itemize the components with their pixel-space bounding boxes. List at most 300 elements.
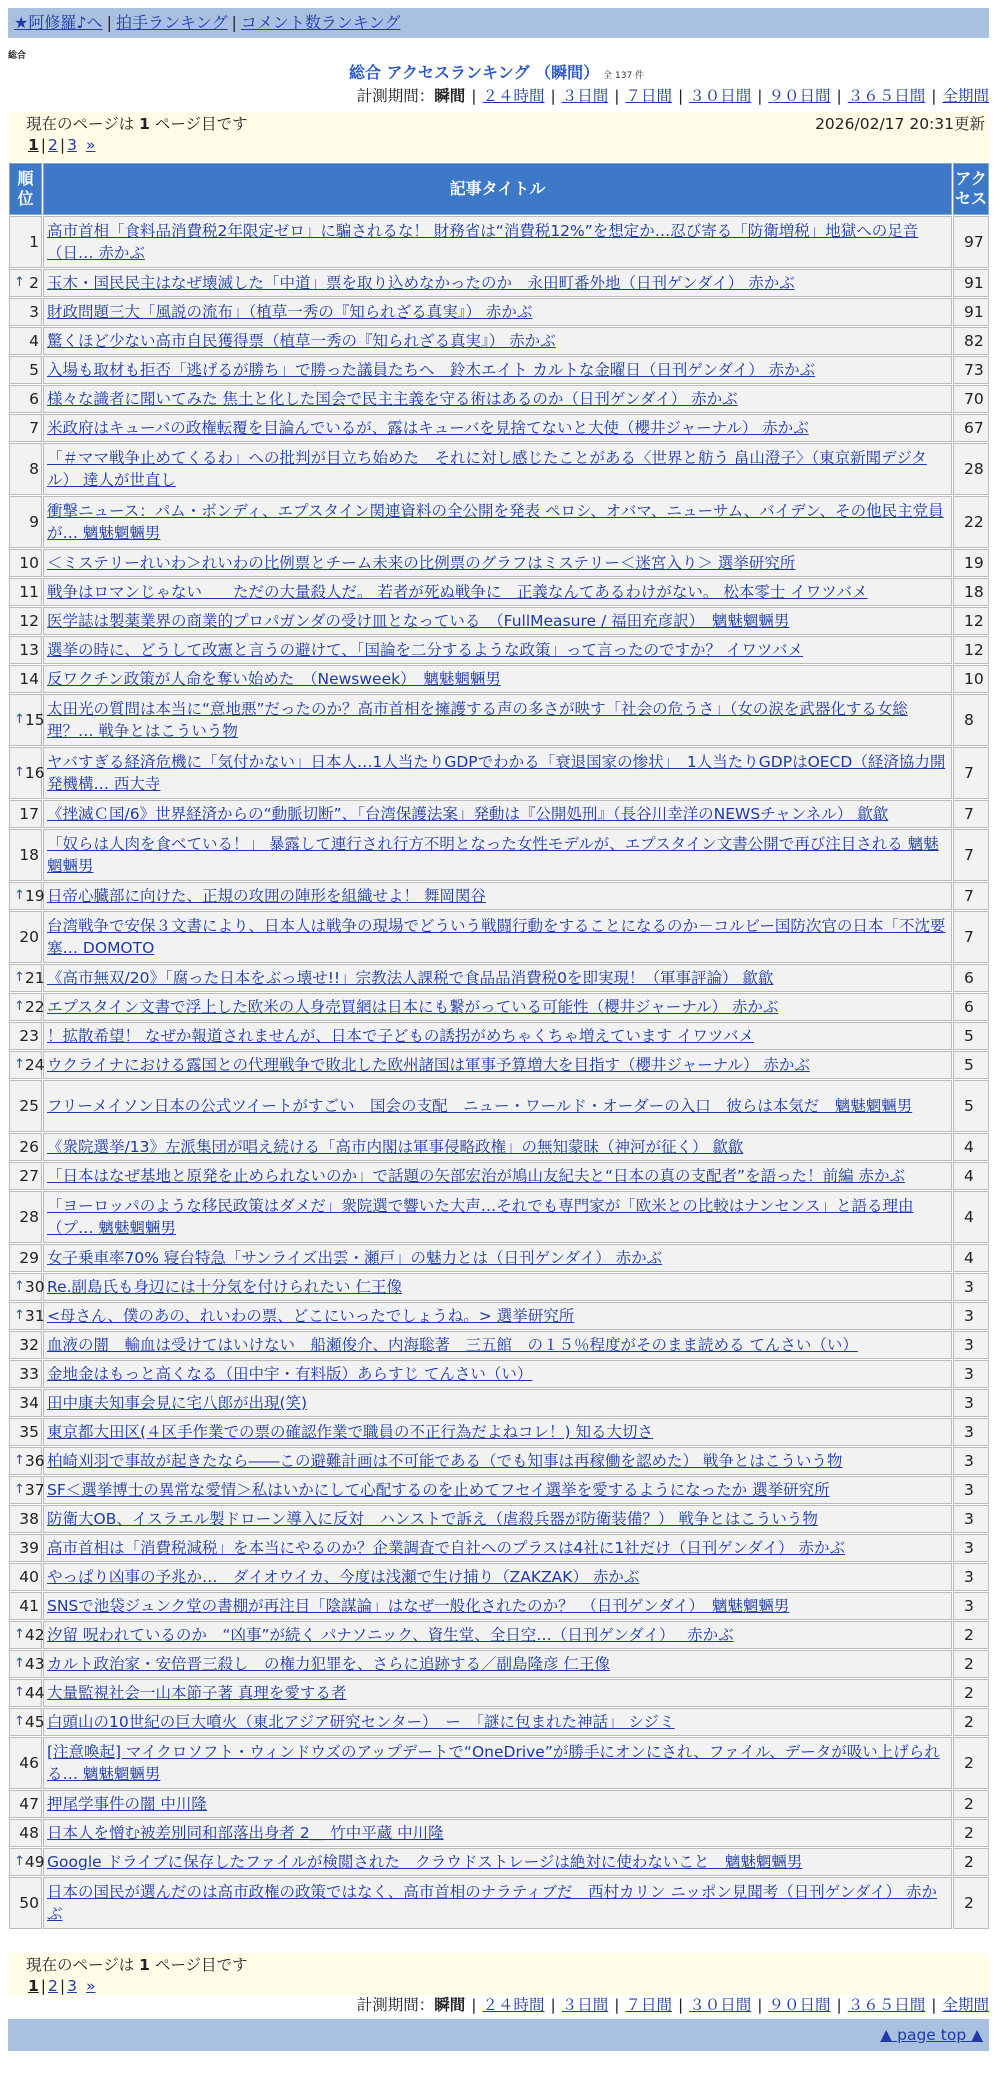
title-cell — [43, 549, 952, 577]
table-row — [9, 1790, 989, 1818]
rank-cell — [9, 385, 42, 413]
access-count: 3 — [953, 1592, 989, 1620]
rank-cell — [9, 1389, 42, 1417]
title-cell — [43, 1737, 952, 1789]
title-cell — [43, 327, 952, 355]
rank-number: 41 — [19, 1597, 39, 1615]
article-link[interactable]: 日本の国民が選んだのは高市政権の政策ではなく、高市首相のナラティブだ 西村カリン ニッポン見聞考（日刊ゲンダイ） 赤かぶ — [47, 1883, 937, 1923]
access-count: 2 — [953, 1819, 989, 1847]
period-link-6[interactable]: ３６５日間 — [847, 87, 926, 105]
rank-cell — [9, 1848, 45, 1876]
page-info-bottom: 現在のページは 1 ページ目です 1 | 2 | 3 » — [8, 1953, 989, 1995]
access-count: 7 — [953, 800, 989, 828]
access-count: 2 — [953, 1877, 989, 1929]
pager-page-2[interactable]: 2 — [48, 136, 58, 154]
period-sep: | — [931, 87, 937, 105]
rank-number: 49 — [24, 1853, 45, 1871]
article-link[interactable]: 「＃ママ戦争止めてくるわ」への批判が目立ち始めた それに対し感じたことがある〈世界と舫う 畠山澄子〉（東京新聞デジタル） 達人が世直し — [47, 449, 927, 489]
rank-number: 24 — [24, 1056, 45, 1074]
rank-number: 45 — [24, 1713, 45, 1731]
article-link[interactable]: 高市首相は「消費税減税」を本当にやるのか？企業調査で自社へのプラスは4社に1社だけ（日刊ゲンダイ） 赤かぶ — [47, 1539, 845, 1557]
rank-number: 4 — [29, 332, 39, 350]
access-count: 2 — [953, 1848, 989, 1876]
rank-number: 40 — [19, 1568, 39, 1586]
article-link[interactable]: 金地金はもっと高くなる（田中宇・有料版）あらすじ てんさい（い） — [47, 1365, 533, 1383]
rank-cell — [9, 1877, 42, 1929]
rank-number: 30 — [24, 1278, 45, 1296]
article-link[interactable]: 戦争はロマンじゃない ただの大量殺人だ。 若者が死ぬ戦争に 正義なんてあるわけがない。 松本零士 イワツバメ — [47, 583, 868, 601]
rank-cell — [9, 1133, 42, 1161]
article-link[interactable]: 「ヨーロッパのような移民政策はダメだ」衆院選で響いた大声…それでも専門家が「欧米との比較はナンセンス」と語る理由（プ… 魑魅魍魎男 — [47, 1197, 914, 1237]
title-cell — [43, 911, 952, 963]
period-link-3[interactable]: ７日間 — [625, 87, 672, 105]
period-link-7[interactable]: 全期間 — [942, 87, 989, 105]
period-current: 瞬間 — [434, 1996, 466, 2014]
period-link-5[interactable]: ９０日間 — [768, 87, 831, 105]
rank-cell — [9, 1051, 45, 1079]
rank-number: 13 — [19, 641, 39, 659]
article-link[interactable]: 《高市無双/20》「腐った日本をぶっ壊せ!!」宗教法人課税で食品品消費税0を即実現！（軍事評論） 歙歙 — [47, 969, 774, 987]
article-link[interactable]: 血液の闇 輸血は受けてはいけない 船瀬俊介、内海聡著 三五館 の１５％程度がそのまま読める てんさい（い） — [47, 1336, 858, 1354]
article-link[interactable]: 台湾戦争で安保３文書により、日本人は戦争の現場でどういう戦闘行動をすることになるのか－コルビー国防次官の日本「不沈要塞… DOMOTO — [47, 917, 946, 957]
table-row — [9, 1273, 989, 1301]
period-sep: | — [836, 1996, 842, 2014]
page-info-top: 現在のページは 1 ページ目です 2026/02/17 20:31更新 1 | 2 | 3 » — [8, 112, 989, 162]
access-count: 3 — [953, 1476, 989, 1504]
title-cell — [43, 1080, 952, 1132]
table-row — [9, 607, 989, 635]
title-cell — [43, 747, 952, 799]
table-row — [9, 993, 989, 1021]
period-sep: | — [757, 1996, 763, 2014]
rank-up-icon: ↑ — [14, 1453, 25, 1468]
rank-number: 42 — [24, 1626, 45, 1644]
title-cell — [43, 216, 952, 268]
rank-cell — [9, 1563, 42, 1591]
access-count: 5 — [953, 1051, 989, 1079]
table-row — [9, 1819, 989, 1847]
article-link[interactable]: Google ドライブに保存したファイルが検閲された クラウドストレージは絶対に使わないこと 魑魅魍魎男 — [47, 1853, 803, 1871]
rank-up-icon: ↑ — [14, 1308, 25, 1323]
table-row — [9, 1331, 989, 1359]
article-link[interactable]: 高市首相「食料品消費税2年限定ゼロ」に騙されるな！ 財務省は“消費税12%”を想定か…忍び寄る「防衛増税」地獄への足音（日… 赤かぶ — [47, 222, 919, 262]
access-count: 6 — [953, 964, 989, 992]
pager-page-1[interactable]: 1 — [28, 136, 39, 154]
access-count: 3 — [953, 1505, 989, 1533]
rank-number: 15 — [24, 711, 45, 729]
article-link[interactable]: SNSで池袋ジュンク堂の書棚が再注目「陰謀論」はなぜ一般化されたのか？ （日刊ゲンダイ） 魑魅魍魎男 — [47, 1597, 790, 1615]
article-link[interactable]: 太田光の質問は本当に“意地悪”だったのか？高市首相を擁護する声の多さが映す「社会の危うさ」（女の涙を武器化する女総理？… 戦争とはこういう物 — [47, 700, 908, 740]
title-cell — [43, 1133, 952, 1161]
page-top-link[interactable]: ▲ page top ▲ — [880, 2026, 983, 2044]
title-cell — [43, 829, 952, 881]
rank-up-icon: ↑ — [14, 970, 25, 985]
table-row — [9, 1505, 989, 1533]
access-count: 2 — [953, 1790, 989, 1818]
total-count: 全 137 件 — [603, 71, 645, 81]
access-count: 91 — [953, 269, 989, 297]
table-row — [9, 1621, 989, 1649]
rank-cell — [9, 1621, 45, 1649]
rank-cell — [9, 1476, 45, 1504]
access-count: 5 — [953, 1080, 989, 1132]
rank-up-icon: ↑ — [14, 1279, 25, 1294]
rank-number: 10 — [19, 554, 39, 572]
period-sep: | — [614, 1996, 620, 2014]
title-cell — [43, 1563, 952, 1591]
rank-up-icon: ↑ — [14, 1627, 25, 1642]
title-cell — [43, 1244, 952, 1272]
rank-number: 33 — [19, 1365, 39, 1383]
article-link[interactable]: 白頭山の10世紀の巨大噴火（東北アジア研究センター） ー 「謎に包まれた神話」 シジミ — [47, 1713, 675, 1731]
title-cell — [43, 1790, 952, 1818]
period-sep: | — [757, 87, 763, 105]
article-link[interactable]: フリーメイソン日本の公式ツイートがすごい 国会の支配 ニュー・ワールド・オーダーの入口 彼らは本気だ 魑魅魍魎男 — [47, 1097, 913, 1115]
pager-page-1[interactable]: 1 — [28, 1977, 39, 1995]
pager-page-2[interactable]: 2 — [48, 1977, 58, 1995]
title-cell — [43, 1877, 952, 1929]
article-link[interactable]: 玉木・国民民主はなぜ壊滅した「中道」票を取り込めなかったのか 永田町番外地（日刊ゲンダイ） 赤かぶ — [47, 274, 795, 292]
article-link[interactable]: 田中康夫知事会見に宅八郎が出現(笑) — [47, 1394, 308, 1412]
table-row — [9, 443, 989, 495]
table-row — [9, 496, 989, 548]
rank-number: 21 — [24, 969, 45, 987]
article-link[interactable]: 「日本はなぜ基地と原発を止められないのか」で話題の矢部宏治が鳩山友紀夫と“日本の真の支配者”を語った！前編 赤かぶ — [47, 1167, 905, 1185]
title-cell — [43, 356, 952, 384]
rank-number: 27 — [19, 1167, 39, 1185]
title-cell — [43, 1022, 952, 1050]
table-row — [9, 356, 989, 384]
rank-number: 11 — [19, 583, 39, 601]
rank-cell — [9, 694, 45, 746]
period-selector-top — [357, 86, 989, 106]
title-cell — [43, 665, 952, 693]
rank-number: 1 — [29, 233, 39, 251]
rank-number: 3 — [29, 303, 39, 321]
article-link[interactable]: 「奴らは人肉を食べている！」 暴露して連行され行方不明となった女性モデルが、エプスタイン文書公開で再び注目される 魑魅魍魎男 — [47, 835, 939, 875]
pager-sep: | — [59, 1977, 66, 1995]
pager-next[interactable]: » — [85, 136, 96, 154]
access-count: 18 — [953, 578, 989, 606]
rank-cell — [9, 356, 42, 384]
article-link[interactable]: エプスタイン文書で浮上した欧米の人身売買網は日本にも繋がっている可能性（櫻井ジャーナル） 赤かぶ — [47, 998, 779, 1016]
rank-cell — [9, 1162, 42, 1190]
table-row — [9, 747, 989, 799]
rank-cell — [9, 1418, 42, 1446]
table-row — [9, 327, 989, 355]
article-link[interactable]: やっぱり凶事の予兆か… ダイオウイカ、今度は浅瀬で生け捕り（ZAKZAK） 赤かぶ — [47, 1568, 640, 1586]
title-cell — [43, 1191, 952, 1243]
access-count: 7 — [953, 882, 989, 910]
table-row — [9, 1133, 989, 1161]
rank-up-icon: ↑ — [14, 1482, 25, 1497]
article-link[interactable]: 日本人を憎む被差別同和部落出身者 2＿ 竹中平蔵 中川隆 — [47, 1824, 444, 1842]
article-link[interactable]: カルト政治家・安倍晋三殺し の権力犯罪を、さらに追跡する／副島隆彦 仁王像 — [47, 1655, 610, 1673]
rank-up-icon: ↑ — [14, 765, 25, 780]
table-row — [9, 269, 989, 297]
table-row — [9, 1360, 989, 1388]
rank-cell — [9, 1331, 42, 1359]
clap-ranking-link[interactable]: 拍手ランキング — [115, 13, 228, 32]
pager-sep: | — [40, 1977, 47, 1995]
table-row — [9, 1389, 989, 1417]
rank-cell — [9, 1360, 42, 1388]
rank-cell — [9, 1505, 42, 1533]
access-count: 3 — [953, 1534, 989, 1562]
title-cell — [43, 800, 952, 828]
pager-sep: | — [59, 136, 66, 154]
access-count: 70 — [953, 385, 989, 413]
title-cell — [43, 1162, 952, 1190]
rank-up-icon: ↑ — [14, 1656, 25, 1671]
rank-number: 50 — [19, 1894, 39, 1912]
title-cell — [43, 1708, 952, 1736]
table-row — [9, 636, 989, 664]
rank-cell — [9, 636, 42, 664]
rank-cell — [9, 298, 42, 326]
updated-timestamp: 2026/02/17 20:31更新 — [815, 115, 985, 133]
article-link[interactable]: 東京都大田区(４区手作業での票の確認作業で職員の不正行為だよねコレ！) 知る大切さ — [47, 1423, 654, 1441]
rank-cell — [9, 607, 42, 635]
article-link[interactable]: ヤバすぎる経済危機に「気付かない」日本人…1人当たりGDPでわかる「衰退国家の惨状」 1人当たりGDPはOECD（経済協力開発機構… 西大寺 — [47, 753, 946, 793]
access-count: 2 — [953, 1737, 989, 1789]
rank-cell — [9, 911, 42, 963]
rank-number: 8 — [29, 460, 39, 478]
table-row — [9, 1418, 989, 1446]
rank-number: 2 — [29, 274, 39, 292]
page-title — [0, 60, 993, 83]
period-sep: | — [678, 87, 684, 105]
period-link-5[interactable]: ９０日間 — [768, 1996, 831, 2014]
rank-number: 25 — [19, 1097, 39, 1115]
period-link-6[interactable]: ３６５日間 — [847, 1996, 926, 2014]
table-row — [9, 1737, 989, 1789]
article-link[interactable]: 財政問題三大「風説の流布」（植草一秀の『知られざる真実』） 赤かぶ — [47, 303, 533, 321]
article-link[interactable]: 衝撃ニュース：パム・ボンディ、エプスタイン関連資料の全公開を発表 ペロシ、オバマ、ニューサム、バイデン、その他民主党員が… 魑魅魍魎男 — [47, 502, 944, 542]
rank-cell — [9, 1022, 42, 1050]
article-link[interactable]: SF＜選挙博士の異常な愛情＞私はいかにして心配するのを止めてフセイ選挙を愛するようになったか 選挙研究所 — [47, 1481, 830, 1499]
access-count: 6 — [953, 993, 989, 1021]
rank-cell — [9, 1447, 45, 1475]
article-link[interactable]: Re.副島氏も身辺には十分気を付けられたい 仁王像 — [47, 1278, 402, 1296]
access-count: 22 — [953, 496, 989, 548]
rank-cell — [9, 1679, 45, 1707]
period-sep: | — [836, 87, 842, 105]
period-selector-bottom — [357, 1995, 989, 2015]
rank-cell — [9, 1273, 45, 1301]
table-row — [9, 1080, 989, 1132]
table-row — [9, 829, 989, 881]
rank-cell — [9, 1191, 42, 1243]
rank-cell — [9, 1080, 42, 1132]
rank-number: 47 — [19, 1795, 39, 1813]
rank-number: 35 — [19, 1423, 39, 1441]
title-cell — [43, 1819, 952, 1847]
rank-number: 20 — [19, 928, 39, 946]
rank-cell — [9, 578, 42, 606]
article-link[interactable]: 選挙の時に、どうして改憲と言うの避けて、「国論を二分するような政策」って言ったのですか？ イワツバメ — [47, 641, 804, 659]
pager-bottom — [26, 1976, 979, 1997]
rank-cell — [9, 216, 42, 268]
title-cell — [43, 1331, 952, 1359]
rank-number: 6 — [29, 390, 39, 408]
rank-cell — [9, 1708, 45, 1736]
article-link[interactable]: 医学誌は製薬業界の商業的プロパガンダの受け皿となっている （FullMeasure / 福田充彦訳） 魑魅魍魎男 — [47, 612, 790, 630]
rank-cell — [9, 800, 42, 828]
table-row — [9, 1848, 989, 1876]
article-link[interactable]: [注意喚起] マイクロソフト・ウィンドウズのアップデートで“OneDrive”が勝手にオンにされ、ファイル、データが吸い上げられる… 魑魅魍魎男 — [47, 1743, 940, 1783]
title-cell — [43, 1389, 952, 1417]
table-row — [9, 1447, 989, 1475]
table-row — [9, 694, 989, 746]
rank-cell — [9, 269, 42, 297]
rank-number: 34 — [19, 1394, 39, 1412]
rank-cell — [9, 1592, 42, 1620]
period-sep: | — [678, 1996, 684, 2014]
rank-cell — [9, 747, 45, 799]
table-row — [9, 1191, 989, 1243]
pager-sep: | — [40, 136, 47, 154]
rank-cell — [9, 443, 42, 495]
access-count: 4 — [953, 1244, 989, 1272]
access-count: 3 — [953, 1273, 989, 1301]
title-cell — [43, 1679, 952, 1707]
period-link-4[interactable]: ３０日間 — [689, 87, 752, 105]
pager-page-3[interactable]: 3 — [67, 136, 78, 154]
rank-number: 19 — [24, 887, 45, 905]
access-count: 8 — [953, 694, 989, 746]
rank-cell — [9, 327, 42, 355]
rank-number: 5 — [29, 361, 39, 379]
rank-number: 16 — [24, 764, 45, 782]
rank-cell — [9, 993, 45, 1021]
article-link[interactable]: 入場も取材も拒否「逃げるが勝ち」で勝った議員たちへ 鈴木エイト カルトな金曜日（日刊ゲンダイ） 赤かぶ — [47, 361, 816, 379]
access-count: 2 — [953, 1708, 989, 1736]
title-cell — [43, 298, 952, 326]
comment-ranking-link[interactable]: コメント数ランキング — [240, 13, 401, 32]
period-sep: | — [550, 1996, 556, 2014]
title-cell — [43, 1302, 952, 1330]
article-link[interactable]: ！拡散希望！ なぜか報道されませんが、日本で子どもの誘拐がめちゃくちゃ増えています イワツバメ — [47, 1027, 755, 1045]
access-count: 4 — [953, 1162, 989, 1190]
article-link[interactable]: 柏崎刈羽で事故が起きたなら――この避難計画は不可能である（でも知事は再稼働を認めた） 戦争とはこういう物 — [47, 1452, 843, 1470]
access-count: 3 — [953, 1360, 989, 1388]
period-sep: | — [471, 87, 477, 105]
title-cell — [43, 1650, 952, 1678]
access-count: 3 — [953, 1302, 989, 1330]
period-link-1[interactable]: ２４時間 — [482, 1996, 545, 2014]
rank-cell — [9, 1737, 42, 1789]
period-link-2[interactable]: ３日間 — [561, 87, 609, 105]
rank-cell — [9, 1650, 45, 1678]
table-row — [9, 1563, 989, 1591]
top-nav-bar: ★阿修羅♪へ | 拍手ランキング | コメント数ランキング — [8, 8, 989, 38]
access-count: 2 — [953, 1621, 989, 1649]
rank-number: 46 — [19, 1754, 39, 1772]
pager-page-3[interactable]: 3 — [67, 1977, 78, 1995]
title-cell — [43, 1447, 952, 1475]
title-cell — [43, 694, 952, 746]
article-link[interactable]: 米政府はキューバの政権転覆を目論んでいるが、露はキューバを見捨てないと大使（櫻井ジャーナル） 赤かぶ — [47, 419, 809, 437]
table-row — [9, 882, 989, 910]
article-link[interactable]: 驚くほど少ない高市自民獲得票（植草一秀の『知られざる真実』） 赤かぶ — [47, 332, 556, 350]
title-cell — [43, 1534, 952, 1562]
article-link[interactable]: 《挫滅Ｃ国/6》世界経済からの“動脈切断”、「台湾保護法案」発動は『公開処刑』（長谷川幸洋のNEWSチャンネル） 歙歙 — [47, 805, 889, 823]
period-sep: | — [614, 87, 620, 105]
title-header: 記事タイトル — [43, 163, 952, 215]
article-link[interactable]: 大量監視社会一山本節子著 真理を愛する者 — [47, 1684, 347, 1702]
title-cell — [43, 578, 952, 606]
period-label: 計測期間： — [356, 1996, 435, 2014]
ranking-table — [8, 162, 990, 1930]
period-link-7[interactable]: 全期間 — [942, 1996, 989, 2014]
rank-cell — [9, 665, 42, 693]
article-link[interactable]: 反ワクチン政策が人命を奪い始めた （Newsweek） 魑魅魍魎男 — [47, 670, 501, 688]
article-link[interactable]: ＜ミステリーれいわ＞れいわの比例票とチーム未来の比例票のグラフはミステリー＜迷宮入り＞ 選挙研究所 — [47, 554, 796, 572]
article-link[interactable]: 様々な識者に聞いてみた 焦土と化した国会で民主主義を守る術はあるのか（日刊ゲンダイ） 赤かぶ — [47, 390, 738, 408]
home-link[interactable]: ★阿修羅♪へ — [14, 13, 103, 32]
article-link[interactable]: <母さん、僕のあの、れいわの票、どこにいったでしょうね。> 選挙研究所 — [47, 1307, 575, 1325]
section-tag: 総合 — [8, 51, 27, 61]
article-link[interactable]: 日帝心臓部に向けた、正規の攻囲の陣形を組織せよ！ 舞岡関谷 — [47, 887, 486, 905]
table-row — [9, 1302, 989, 1330]
access-count: 67 — [953, 414, 989, 442]
article-link[interactable]: 防衛大OB、イスラエル製ドローン導入に反対 ハンストで訴え（虐殺兵器が防衛装備？） 戦争とはこういう物 — [47, 1510, 818, 1528]
rank-cell — [9, 496, 42, 548]
article-link[interactable]: ウクライナにおける露国との代理戦争で敗北した欧州諸国は軍事予算増大を目指す（櫻井ジャーナル） 赤かぶ — [47, 1056, 810, 1074]
title-cell — [43, 443, 952, 495]
rank-up-icon: ↑ — [14, 999, 25, 1014]
article-link[interactable]: 《衆院選挙/13》左派集団が唱え続ける「高市内閣は軍事侵略政権」の無知蒙昧（神河が征く） 歙歙 — [47, 1138, 744, 1156]
access-count: 28 — [953, 443, 989, 495]
title-cell — [43, 1051, 952, 1079]
title-cell — [43, 496, 952, 548]
title-cell — [43, 1592, 952, 1620]
article-link[interactable]: 女子乗車率70% 寝台特急「サンライズ出雲・瀬戸」の魅力とは（日刊ゲンダイ） 赤かぶ — [47, 1249, 663, 1267]
period-link-3[interactable]: ７日間 — [625, 1996, 672, 2014]
rank-up-icon: ↑ — [14, 1685, 25, 1700]
rank-cell — [9, 1819, 42, 1847]
rank-number: 44 — [24, 1684, 45, 1702]
access-count: 7 — [953, 829, 989, 881]
article-link[interactable]: 押尾学事件の闇 中川隆 — [47, 1795, 207, 1813]
period-link-1[interactable]: ２４時間 — [482, 87, 545, 105]
article-link[interactable]: 汐留 呪われているのか “凶事”が続く パナソニック、資生堂、全日空…（日刊ゲンダイ） 赤かぶ — [47, 1626, 734, 1644]
table-row — [9, 800, 989, 828]
period-link-4[interactable]: ３０日間 — [689, 1996, 752, 2014]
table-row — [9, 1650, 989, 1678]
access-count: 12 — [953, 636, 989, 664]
period-link-2[interactable]: ３日間 — [561, 1996, 609, 2014]
rank-number: 14 — [19, 670, 39, 688]
title-cell — [43, 636, 952, 664]
access-count: 3 — [953, 1447, 989, 1475]
rank-cell — [9, 882, 45, 910]
access-count: 19 — [953, 549, 989, 577]
table-row — [9, 1476, 989, 1504]
table-row — [9, 911, 989, 963]
period-current: 瞬間 — [434, 87, 466, 105]
period-sep: | — [550, 87, 556, 105]
table-row — [9, 414, 989, 442]
pager-next[interactable]: » — [85, 1977, 96, 1995]
table-row — [9, 665, 989, 693]
footer-bar — [8, 2019, 989, 2051]
rank-cell — [9, 414, 42, 442]
access-count: 3 — [953, 1389, 989, 1417]
table-row — [9, 1162, 989, 1190]
title-cell — [43, 1621, 952, 1649]
